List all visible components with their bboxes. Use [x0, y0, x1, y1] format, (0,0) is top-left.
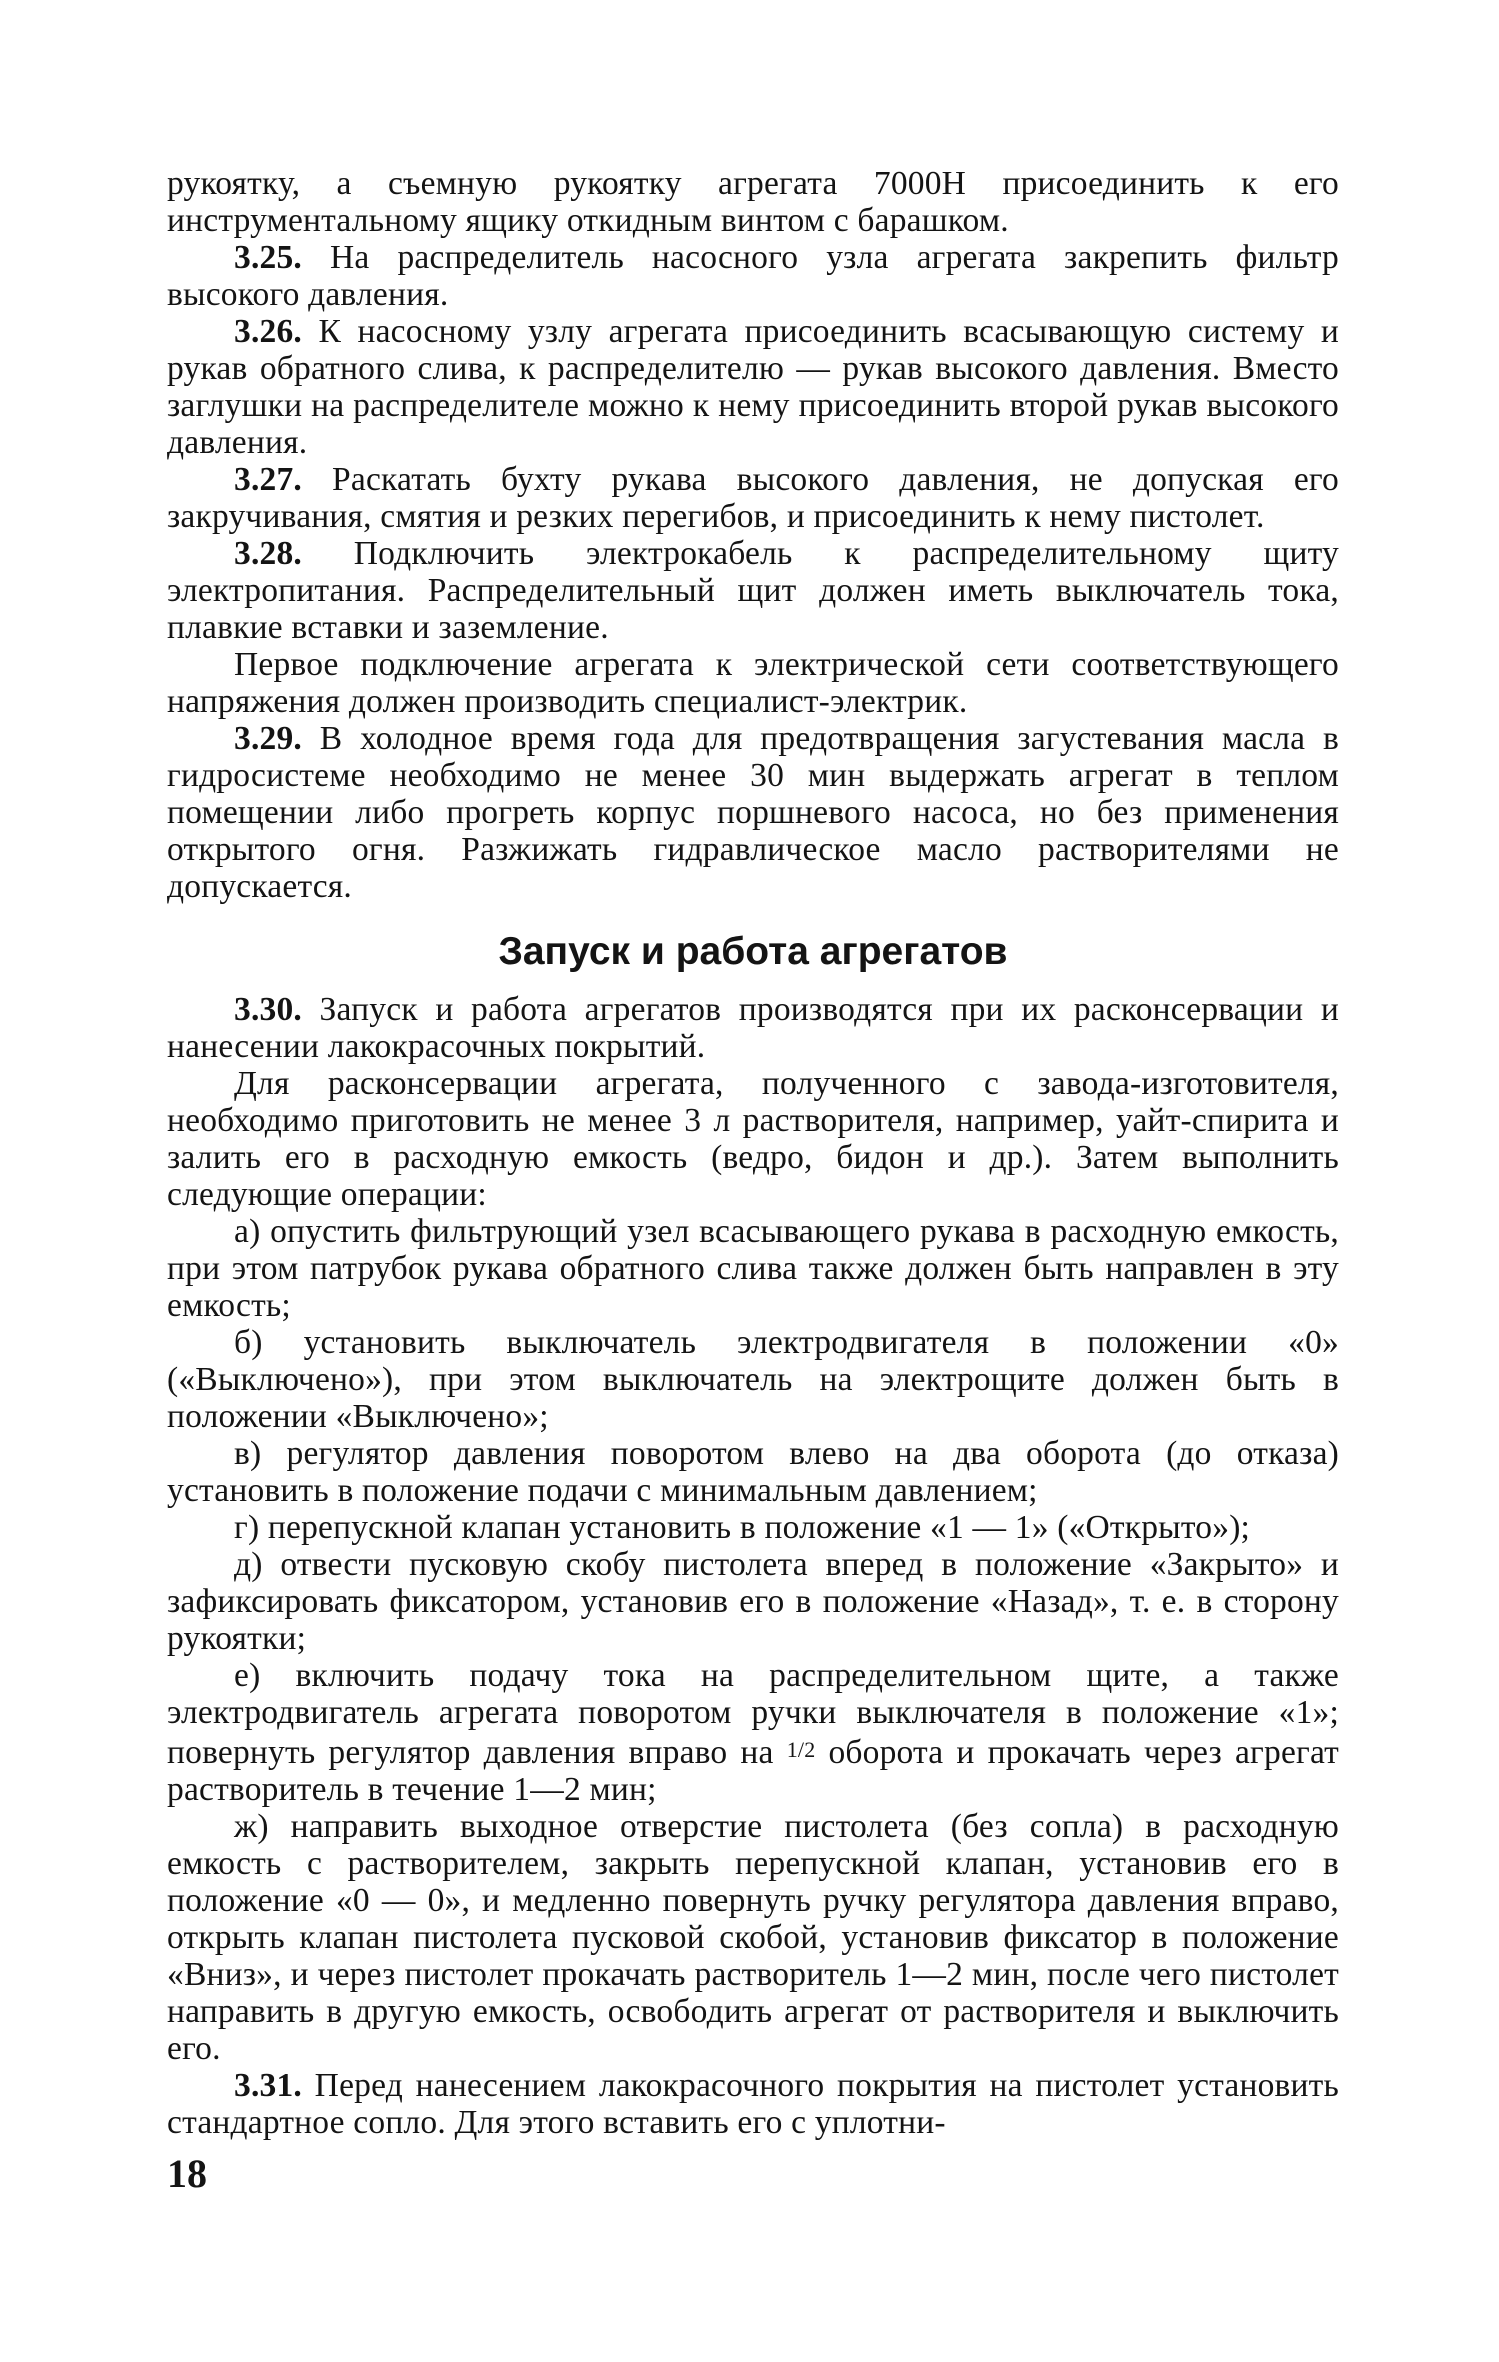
clause-number: 3.31. — [234, 2067, 302, 2104]
clause-number: 3.27. — [234, 461, 302, 498]
paragraph — [167, 165, 1339, 239]
paragraph — [167, 1435, 1339, 1509]
paragraph-text: Раскатать бухту рукава высокого давления, не допуская его закручивания, смятия и резких перегибов, и присоединить к нему пистолет. — [167, 461, 1339, 535]
paragraph-text: На распределитель насосного узла агрегата закрепить фильтр высокого давления. — [167, 239, 1339, 313]
paragraph — [167, 239, 1339, 313]
text-block-end — [167, 1808, 1339, 2141]
paragraph-text: К насосному узлу агрегата присоединить всасывающую систему и рукав обратного слива, к распределителю — рукав высокого давления. Вместо заглушки на распределителе можно к нему присоединить второй рукав высокого давления. — [167, 313, 1339, 461]
paragraph — [167, 313, 1339, 461]
paragraph — [167, 1213, 1339, 1324]
clause-number: 3.26. — [234, 313, 302, 350]
paragraph — [167, 991, 1339, 1065]
paragraph — [167, 535, 1339, 646]
paragraph-text: д) отвести пусковую скобу пистолета вперед в положение «Закрыто» и зафиксировать фиксатором, установив его в положение «Назад», т. е. в сторону рукоятки; — [167, 1546, 1339, 1657]
paragraph — [167, 646, 1339, 720]
text-block-top — [167, 165, 1339, 905]
clause-number: 3.29. — [234, 720, 302, 757]
paragraph-text: г) перепускной клапан установить в положение «1 — 1» («Открыто»); — [234, 1509, 1251, 1546]
paragraph-e: е) включить подачу тока на распределительном щите, а также электродвигатель агрегата поворотом ручки выключателя в положение «1»; повернуть регулятор давления вправо на 1/2 оборота и прокачать через агрегат растворитель в течение 1—2 мин; — [167, 1657, 1339, 1808]
clause-number: 3.30. — [234, 991, 302, 1028]
paragraph — [167, 1065, 1339, 1213]
paragraph-text: а) опустить фильтрующий узел всасывающего рукава в расходную емкость, при этом патрубок рукава обратного слива также должен быть направлен в эту емкость; — [167, 1213, 1339, 1324]
paragraph-text: Первое подключение агрегата к электрической сети соответствующего напряжения должен производить специалист-электрик. — [167, 646, 1339, 720]
clause-number: 3.25. — [234, 239, 302, 276]
paragraph-text: Подключить электрокабель к распределительному щиту электропитания. Распределительный щит должен иметь выключатель тока, плавкие вставки и заземление. — [167, 535, 1339, 646]
clause-number: 3.28. — [234, 535, 302, 572]
paragraph — [167, 2067, 1339, 2141]
paragraph-text: рукоятку, а съемную рукоятку агрегата 7000Н присоединить к его инструментальному ящику откидным винтом с барашком. — [167, 165, 1339, 239]
paragraph-text: ж) направить выходное отверстие пистолета (без сопла) в расходную емкость с растворителем, закрыть перепускной клапан, установив его в положение «0 — 0», и медленно повернуть ручку регулятора давления вправо, открыть клапан пистолета пусковой скобой, установив фиксатор в положение «Вниз», и через пистолет прокачать растворитель 1—2 мин, после чего пистолет направить в другую емкость, освободить агрегат от растворителя и выключить его. — [167, 1808, 1339, 2067]
paragraph — [167, 1509, 1339, 1546]
paragraph-text: Для расконсервации агрегата, полученного с завода-изготовителя, необходимо приготовить не менее 3 л растворителя, например, уайт-спирита и залить его в расходную емкость (ведро, бидон и др.). Затем выполнить следующие операции: — [167, 1065, 1339, 1213]
paragraph-text: В холодное время года для предотвращения загустевания масла в гидросистеме необходимо не менее 30 мин выдержать агрегат в теплом помещении либо прогреть корпус поршневого насоса, но без применения открытого огня. Разжижать гидравлическое масло растворителями не допускается. — [167, 720, 1339, 905]
paragraph-text: Перед нанесением лакокрасочного покрытия на пистолет установить стандартное сопло. Для этого вставить его с уплотни- — [167, 2067, 1339, 2141]
paragraph-text: б) установить выключатель электродвигателя в положении «0» («Выключено»), при этом выключатель на электрощите должен быть в положении «Выключено»; — [167, 1324, 1339, 1435]
paragraph — [167, 1324, 1339, 1435]
paragraph-text: Запуск и работа агрегатов производятся при их расконсервации и нанесении лакокрасочных покрытий. — [167, 991, 1339, 1065]
paragraph — [167, 1546, 1339, 1657]
paragraph — [167, 1808, 1339, 2067]
paragraph — [167, 461, 1339, 535]
paragraph — [167, 720, 1339, 905]
page-number: 18 — [167, 2151, 207, 2196]
paragraph-text: в) регулятор давления поворотом влево на два оборота (до отказа) установить в положение подачи с минимальным давлением; — [167, 1435, 1339, 1509]
fraction: 1/2 — [786, 1737, 816, 1762]
text-block-bottom — [167, 991, 1339, 1657]
section-heading: Запуск и работа агрегатов — [498, 930, 1008, 973]
